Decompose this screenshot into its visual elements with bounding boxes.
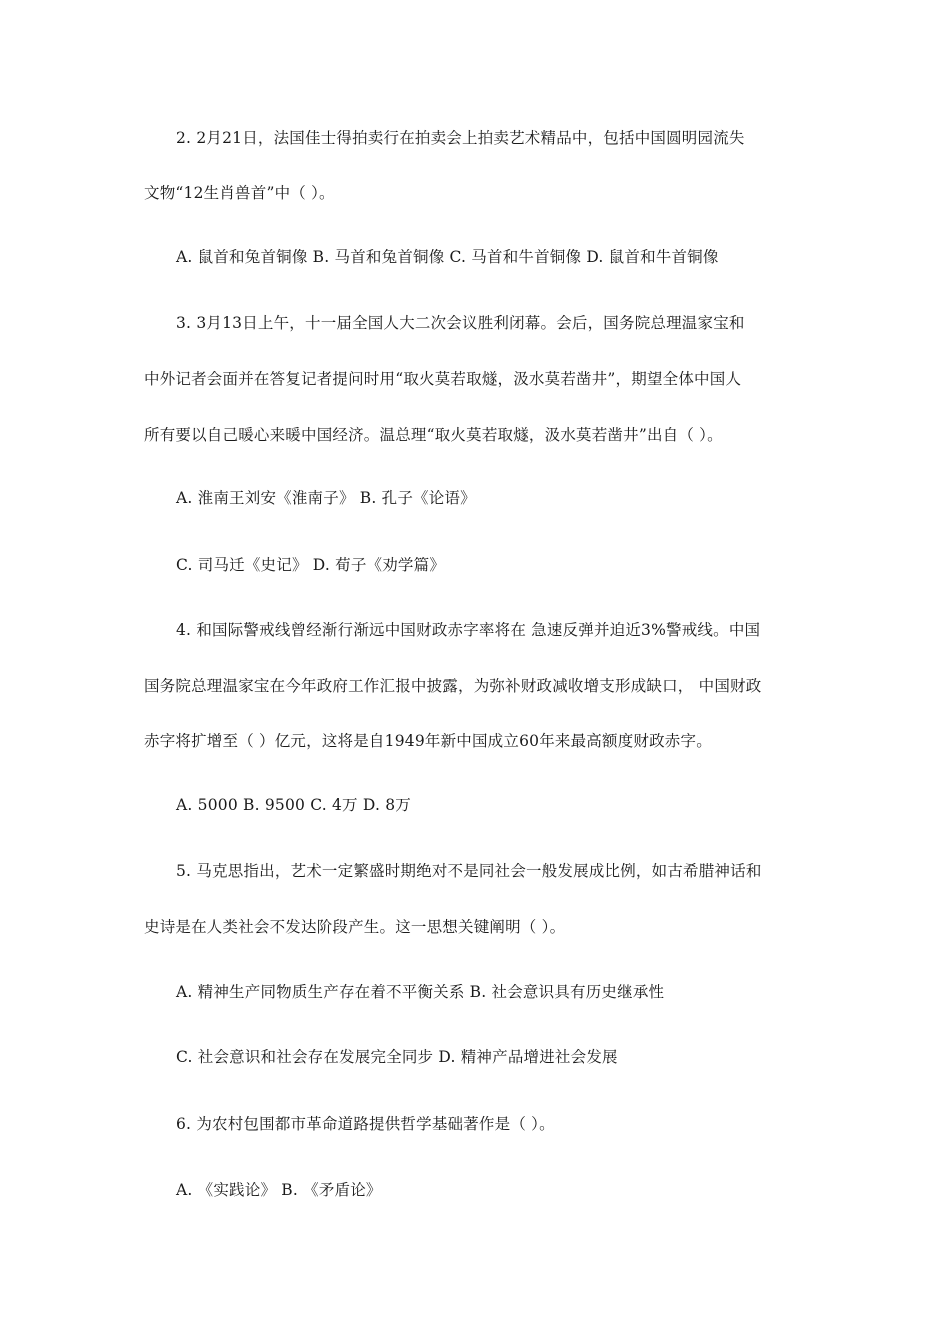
question-6-line-1: 6. 为农村包围都市革命道路提供哲学基础著作是（ ）。	[176, 1115, 555, 1133]
question-6-options: A. 《实践论》 B. 《矛盾论》	[176, 1181, 382, 1199]
question-2-options: A. 鼠首和兔首铜像 B. 马首和兔首铜像 C. 马首和牛首铜像 D. 鼠首和牛首铜像	[176, 248, 719, 266]
question-4-line-1: 4. 和国际警戒线曾经渐行渐远中国财政赤字率将在 急速反弹并迫近3%警戒线。中国	[176, 621, 761, 639]
question-2-line-2: 文物“12生肖兽首”中（ ）。	[144, 184, 335, 202]
question-3-line-1: 3. 3月13日上午，十一届全国人大二次会议胜利闭幕。会后，国务院总理温家宝和	[176, 314, 745, 332]
question-5-line-2: 史诗是在人类社会不发达阶段产生。这一思想关键阐明（ ）。	[144, 918, 566, 936]
question-4-line-3: 赤字将扩增至（ ）亿元，这将是自1949年新中国成立60年来最高额度财政赤字。	[144, 732, 712, 750]
question-4-line-2: 国务院总理温家宝在今年政府工作汇报中披露，为弥补财政减收增支形成缺口， 中国财政	[144, 677, 762, 695]
question-4-options: A. 5000 B. 9500 C. 4万 D. 8万	[176, 796, 411, 814]
question-3-options-2: C. 司马迁《史记》 D. 荀子《劝学篇》	[176, 556, 446, 574]
question-3-line-2: 中外记者会面并在答复记者提问时用“取火莫若取燧，汲水莫若凿井”，期望全体中国人	[144, 370, 742, 388]
question-3-options-1: A. 淮南王刘安《淮南子》 B. 孔子《论语》	[176, 489, 476, 507]
question-5-options-2: C. 社会意识和社会存在发展完全同步 D. 精神产品增进社会发展	[176, 1048, 618, 1066]
question-3-line-3: 所有要以自己暖心来暖中国经济。温总理“取火莫若取燧，汲水莫若凿井”出自（ ）。	[144, 426, 723, 444]
question-2-line-1: 2. 2月21日，法国佳士得拍卖行在拍卖会上拍卖艺术精品中，包括中国圆明园流失	[176, 129, 745, 147]
question-5-options-1: A. 精神生产同物质生产存在着不平衡关系 B. 社会意识具有历史继承性	[176, 983, 665, 1001]
question-5-line-1: 5. 马克思指出，艺术一定繁盛时期绝对不是同社会一般发展成比例，如古希腊神话和	[176, 862, 762, 880]
